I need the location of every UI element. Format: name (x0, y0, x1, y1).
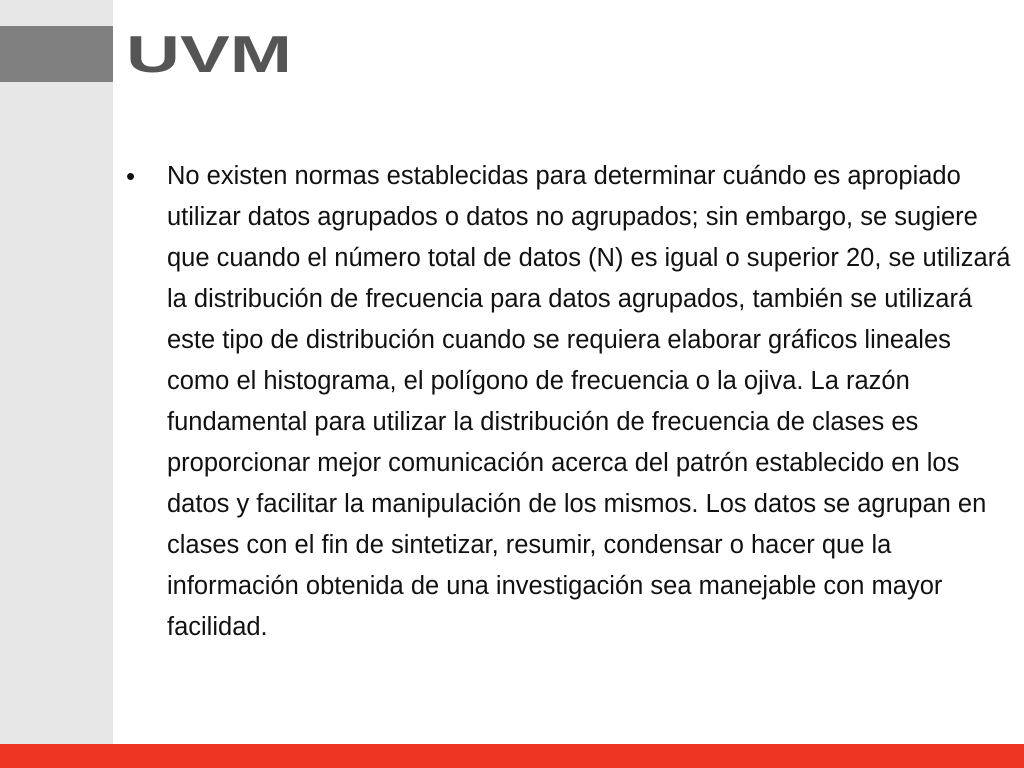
bullet-marker: • (126, 161, 136, 191)
logo-text: UVM (126, 28, 292, 78)
header-gray-bar (0, 26, 113, 82)
bottom-red-bar (0, 744, 1024, 768)
main-content (126, 156, 1016, 648)
uvm-logo (126, 28, 292, 78)
body-paragraph: No existen normas establecidas para determinar cuándo es apropiado utilizar datos agrupados o datos no agrupados; sin embargo, se sugiere que cuando el número total de datos (N) es igual o superior 20, se utilizará la distribución de frecuencia para datos agrupados, también se utilizará este tipo de distribución cuando se requiera elaborar gráficos lineales como el histograma, el polígono de frecuencia o la ojiva. La razón fundamental para utilizar la distribución de frecuencia de clases es proporcionar mejor comunicación acerca del patrón establecido en los datos y facilitar la manipulación de los mismos. Los datos se agrupan en clases con el fin de sintetizar, resumir, condensar o hacer que la información obtenida de una investigación sea manejable con mayor facilidad. (167, 162, 1011, 641)
uvm-logo-graphic (126, 28, 292, 78)
left-side-strip (0, 0, 113, 744)
bullet-item (126, 156, 1016, 648)
